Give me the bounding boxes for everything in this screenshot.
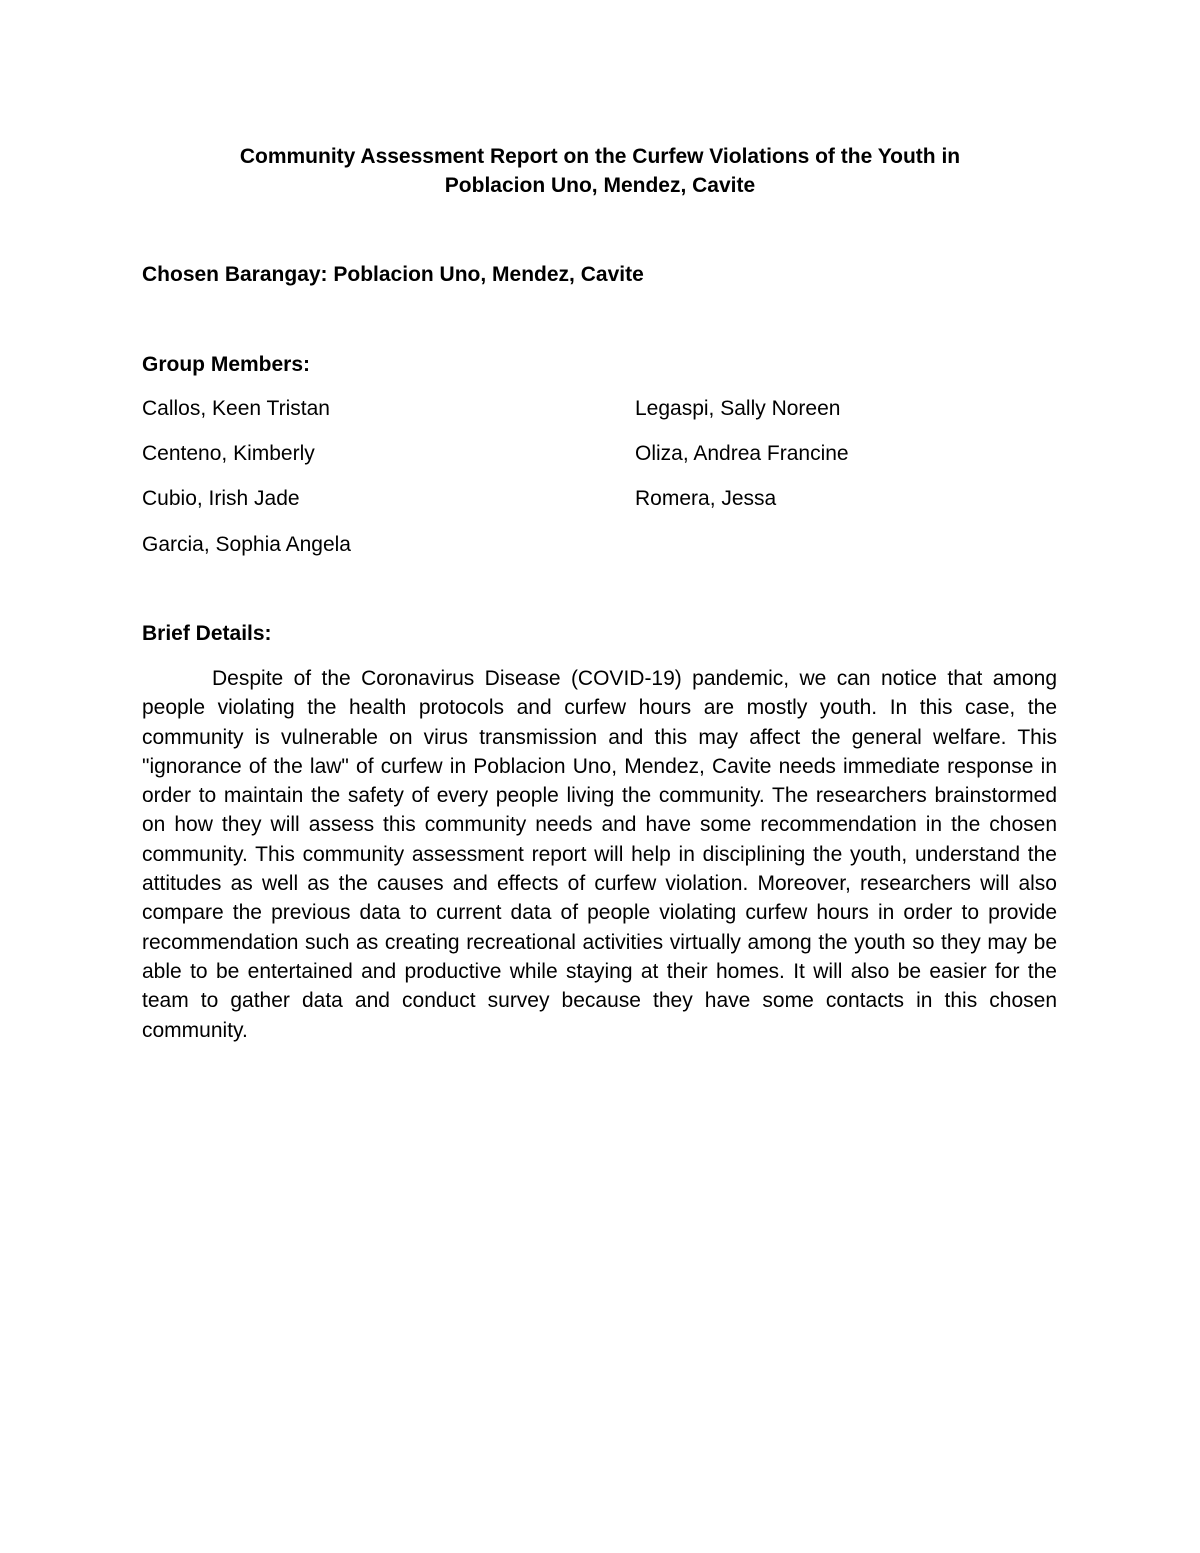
member-name: Oliza, Andrea Francine	[635, 442, 849, 465]
member-name: Legaspi, Sally Noreen	[635, 397, 841, 420]
chosen-barangay: Chosen Barangay: Poblacion Uno, Mendez, Cavite	[142, 263, 644, 286]
brief-details-paragraph: Despite of the Coronavirus Disease (COVID-19) pandemic, we can notice that among people violating the health protocols and curfew hours are mostly youth. In this case, the community is vulnerable on virus transmission and this may affect the general welfare. This "ignorance of the law" of curfew in Poblacion Uno, Mendez, Cavite needs immediate response in order to maintain the safety of every people living the community. The researchers brainstormed on how they will assess this community needs and have some recommendation in the chosen community. This community assessment report will help in disciplining the youth, understand the attitudes as well as the causes and effects of curfew violation. Moreover, researchers will also compare the previous data to current data of people violating curfew hours in order to provide recommendation such as creating recreational activities virtually among the youth so they may be able to be entertained and productive while staying at their homes. It will also be easier for the team to gather data and conduct survey because they have some contacts in this chosen community.	[142, 667, 1057, 1042]
brief-details-heading: Brief Details:	[142, 622, 272, 645]
member-name: Centeno, Kimberly	[142, 442, 315, 465]
group-members-heading: Group Members:	[142, 353, 311, 376]
member-name: Garcia, Sophia Angela	[142, 533, 351, 556]
member-name: Romera, Jessa	[635, 487, 777, 510]
member-name: Cubio, Irish Jade	[142, 487, 300, 510]
title-line-1: Community Assessment Report on the Curfew Violations of the Youth in	[239, 145, 961, 168]
document-title	[142, 142, 1058, 200]
title-line-2: Poblacion Uno, Mendez, Cavite	[444, 174, 756, 197]
member-name: Callos, Keen Tristan	[142, 397, 330, 420]
